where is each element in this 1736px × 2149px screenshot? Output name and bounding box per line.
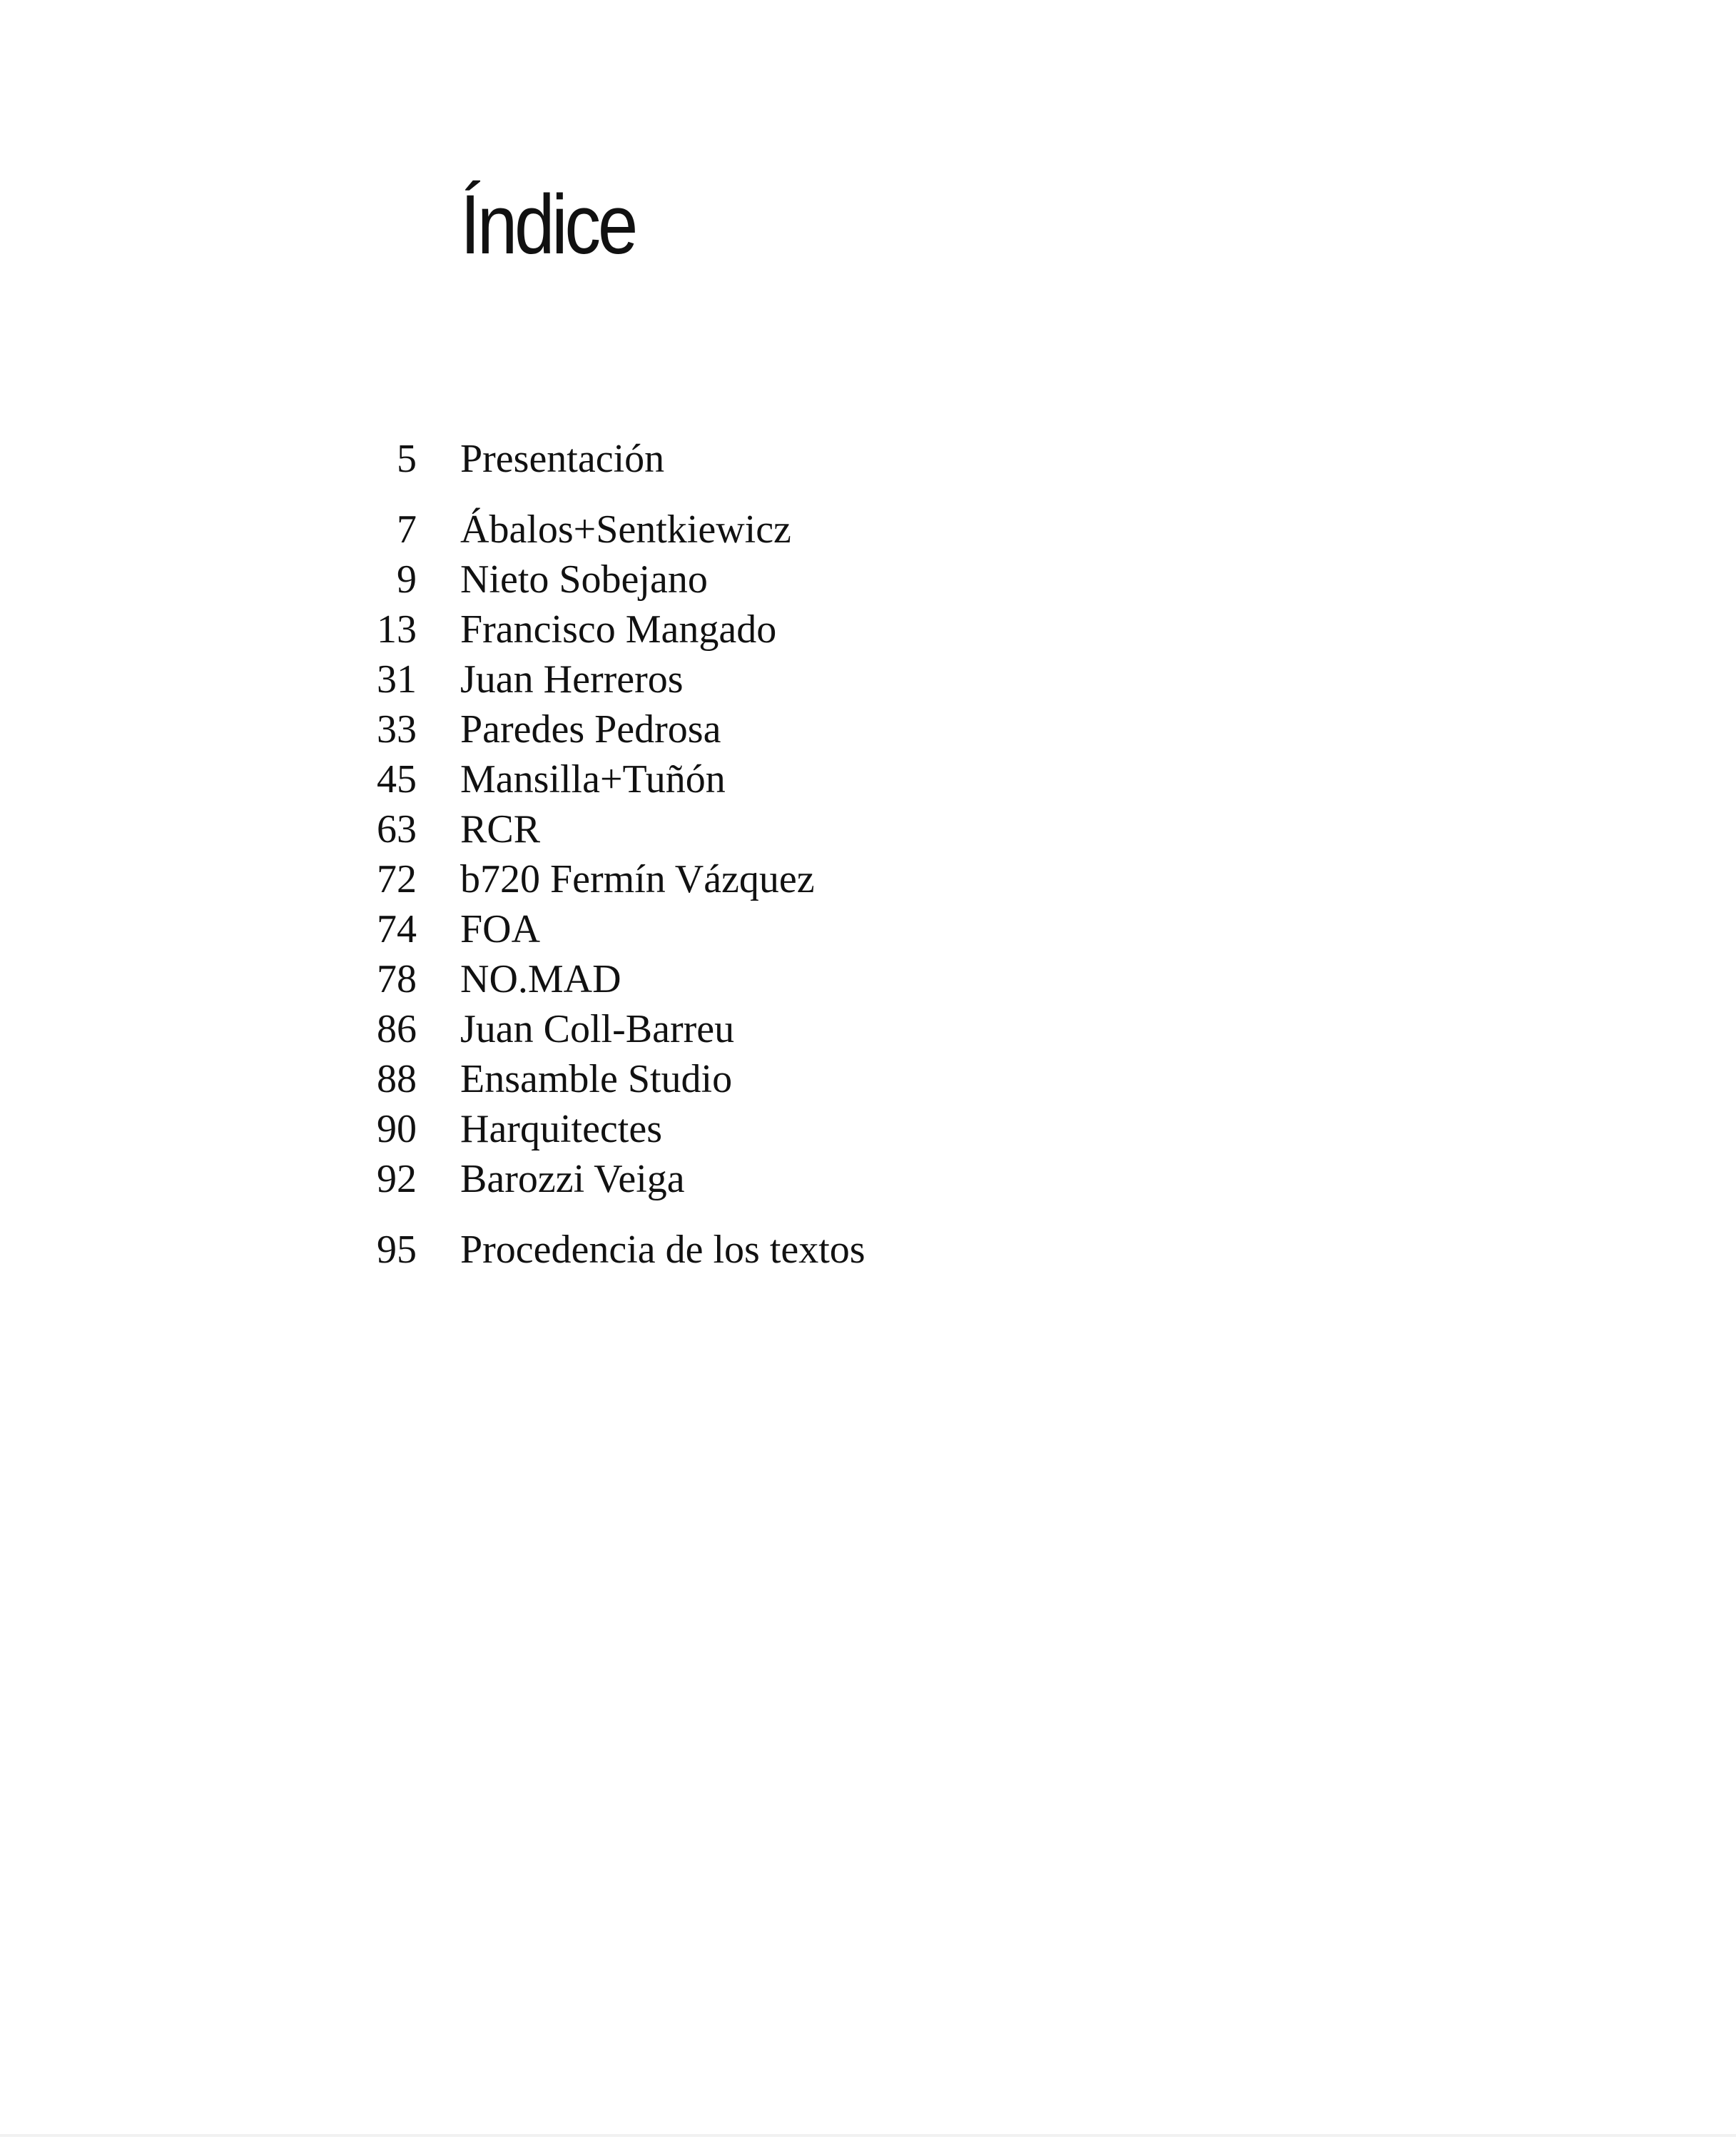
toc-entry-title: FOA	[460, 907, 541, 951]
toc-entry	[357, 654, 1356, 704]
toc-page-number: 90	[377, 1107, 417, 1151]
toc-entry	[357, 1054, 1356, 1104]
toc-entry-title: Nieto Sobejano	[460, 557, 708, 602]
toc-page-number: 74	[377, 907, 417, 951]
toc-entry-title: Francisco Mangado	[460, 607, 777, 652]
toc-entry	[357, 954, 1356, 1004]
toc-entry	[357, 1225, 1356, 1275]
toc-page-number: 88	[377, 1057, 417, 1101]
toc-entry-title: NO.MAD	[460, 957, 621, 1001]
toc-entry	[357, 434, 1356, 484]
toc-page-number: 95	[377, 1228, 417, 1272]
toc-entry-title: Barozzi Veiga	[460, 1157, 685, 1201]
toc-entry	[357, 505, 1356, 555]
toc-page-number: 63	[377, 807, 417, 851]
toc-page-number: 92	[377, 1157, 417, 1201]
toc-page-number: 33	[377, 707, 417, 752]
toc-page-number: 86	[377, 1007, 417, 1051]
toc-entry-title: Ábalos+Sentkiewicz	[460, 507, 791, 552]
toc-entry	[357, 605, 1356, 654]
toc-page-number: 31	[377, 657, 417, 702]
toc-page-number: 13	[377, 607, 417, 652]
toc-entry	[357, 1154, 1356, 1204]
scan-edge-divider	[0, 2134, 1736, 2137]
toc-entry-title: Juan Coll-Barreu	[460, 1007, 735, 1051]
page-title: Índice	[460, 178, 636, 272]
toc-entry	[357, 555, 1356, 605]
toc-entry	[357, 1104, 1356, 1154]
toc-page-number: 72	[377, 857, 417, 901]
toc-entry-title: Mansilla+Tuñón	[460, 757, 726, 802]
toc-entry-title: RCR	[460, 807, 541, 851]
toc-entry	[357, 904, 1356, 954]
toc-entry	[357, 754, 1356, 804]
toc-page-number: 9	[397, 557, 417, 602]
toc-entry	[357, 854, 1356, 904]
toc-page-number: 78	[377, 957, 417, 1001]
toc-page-number: 7	[397, 507, 417, 552]
toc-entry-title: Procedencia de los textos	[460, 1228, 866, 1272]
toc-entry-title: Presentación	[460, 437, 665, 481]
table-of-contents	[357, 434, 1356, 1275]
toc-entry-title: b720 Fermín Vázquez	[460, 857, 815, 901]
toc-entry-title: Ensamble Studio	[460, 1057, 733, 1101]
toc-entry-title: Paredes Pedrosa	[460, 707, 721, 752]
toc-entry-title: Harquitectes	[460, 1107, 662, 1151]
toc-entry	[357, 1004, 1356, 1054]
toc-entry-title: Juan Herreros	[460, 657, 684, 702]
toc-entry	[357, 704, 1356, 754]
toc-page-number: 5	[397, 437, 417, 481]
toc-page-number: 45	[377, 757, 417, 802]
toc-entry	[357, 804, 1356, 854]
